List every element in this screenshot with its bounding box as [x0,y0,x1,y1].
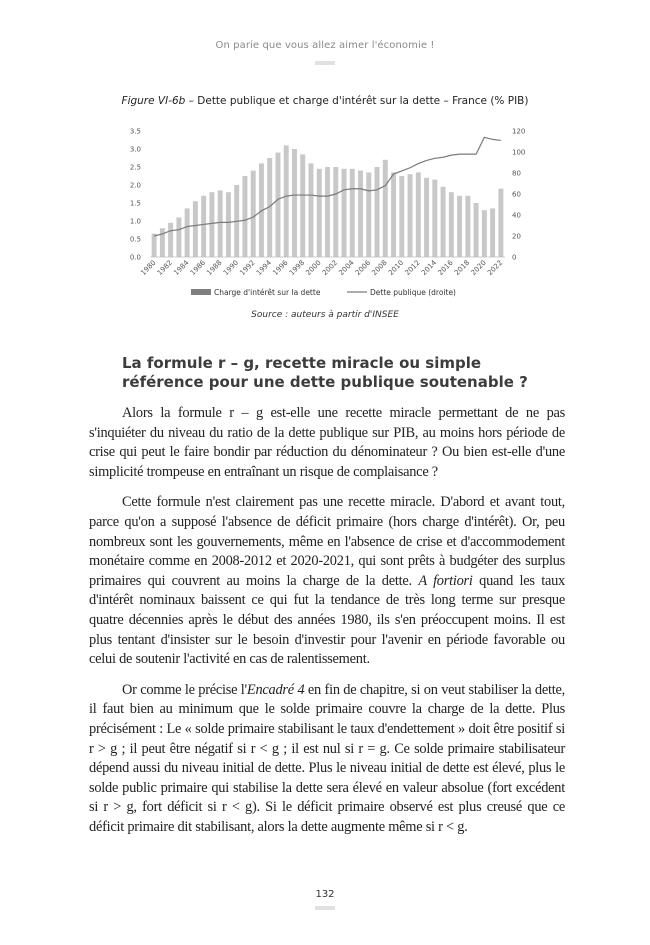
bar-2013 [424,178,429,257]
x-tick-label: 2020 [469,258,488,278]
x-tick-label: 2016 [436,258,455,278]
bar-1980 [152,234,157,257]
bar-2014 [432,180,437,257]
bar-2011 [408,174,413,257]
legend-label-debt: Dette publique (droite) [370,288,456,297]
x-tick-label: 2000 [304,258,323,278]
bar-1989 [226,192,231,257]
y-axis-right [512,128,525,262]
bar-2000 [317,169,322,257]
y-right-tick-label: 0 [512,253,517,262]
bar-1984 [185,208,190,257]
body-text [89,404,565,848]
x-tick-label: 1980 [139,258,158,278]
bar-2012 [416,172,421,257]
bar-1991 [242,176,247,257]
bar-1982 [168,223,173,257]
paragraph-2 [89,493,565,669]
legend-label-interest: Charge d'intérêt sur la dette [214,288,321,297]
x-tick-label: 1994 [254,258,274,278]
y-left-tick-label: 3.0 [129,145,141,154]
y-right-tick-label: 60 [512,190,521,199]
bar-2010 [399,176,404,257]
x-tick-label: 1984 [172,258,191,278]
x-tick-label: 1988 [205,258,224,278]
x-tick-label: 2018 [453,258,472,278]
bars-layer [152,145,504,257]
paragraph-3-emphasis: Encadré 4 [246,681,305,698]
bar-2007 [375,167,380,257]
footer-divider [315,906,335,910]
legend-swatch-interest [191,289,211,295]
bar-1983 [176,217,181,257]
y-left-tick-label: 1.0 [129,217,141,226]
paragraph-1: Alors la formule r – g est-elle une recette miracle permettant de ne pas s'inquiéter du niveau du ratio de la dette publique sur PIB, au moins hors période de crise qui peut le faire bondir par réduction du dénominateur ? Ou bien est-elle d'une simplicité trompeuse en entraînant un risque de complaisance ? [89,405,565,480]
y-left-tick-label: 2.5 [129,163,141,172]
x-axis [139,257,505,277]
y-left-tick-label: 0.5 [129,235,141,244]
figure-number: Figure VI-6b [121,95,186,107]
bar-1992 [251,171,256,257]
bar-1996 [284,145,289,257]
bar-1987 [209,192,214,257]
bar-2021 [490,208,495,257]
bar-2001 [325,167,330,257]
x-tick-label: 2022 [486,258,505,278]
bar-2002 [333,167,338,257]
bar-1985 [193,201,198,257]
page-number: 132 [315,889,335,900]
y-right-tick-label: 20 [512,232,521,241]
bar-1988 [218,190,223,257]
y-right-tick-label: 120 [512,127,526,136]
x-tick-label: 2012 [403,258,422,278]
bar-1981 [160,228,165,257]
x-tick-label: 2008 [370,258,389,278]
y-right-tick-label: 40 [512,211,521,220]
figure-title: – Dette publique et charge d'intérêt sur la dette – France (% PIB) [185,95,529,107]
bar-2015 [441,187,446,257]
x-tick-label: 1990 [221,258,241,278]
running-header: On parie que vous allez aimer l'économie ! [215,40,435,51]
figure-source: Source : auteurs à partir d'INSEE [251,310,399,320]
y-axis-left [130,128,141,262]
bar-2022 [498,189,503,257]
x-tick-label: 2002 [320,258,340,278]
figure-caption [0,95,650,107]
bar-2016 [449,192,454,257]
paragraph-3-part-2: en fin de chapitre, si on veut stabiliser la dette, il faut bien au minimum que le solde primaire couvre la charge de la dette. Plus précisément : Le « solde primaire stabilisant le taux d'endettement » doit être positif si r > g ; il peut être négatif si r < g ; il est nul si r = g. Ce solde primaire stabilisateur dépend aussi du niveau initial de dette. Plus le niveau initial de dette est élevé, plus le solde public primaire qui stabilise la dette sera élevé en valeur absolue (fort excédent si r > g, fort déficit si r < g). Si le déficit primaire observé est plus creusé que ce déficit primaire dit stabilisant, alors la dette augmente même si r < g. [89,681,565,835]
bar-2005 [358,171,363,257]
header-divider [315,61,335,65]
x-tick-label: 1986 [188,258,208,278]
bar-2004 [350,169,355,257]
x-tick-label: 1996 [271,258,290,278]
x-tick-label: 2010 [386,258,406,278]
bar-1999 [309,163,314,257]
y-left-tick-label: 2.0 [129,181,141,190]
bar-2003 [342,169,347,257]
legend [191,288,456,297]
bar-2018 [465,196,470,257]
bar-2006 [366,172,371,257]
paragraph-2-part-1: Cette formule n'est clairement pas une recette miracle. D'abord et avant tout, parce qu'on a supposé l'absence de déficit primaire (hors charge d'intérêt). Or, peu nombreux sont les gouvernements, même en l'absence de crise et d'accommodement monétaire comme en 2008-2012 et 2020-2021, qui sont prêts à budgéter des surplus primaires qui couvrent au moins la charge de la dette. [89,494,565,589]
x-tick-label: 1998 [287,258,307,278]
paragraph-2-part-2: quand les taux d'intérêt nominaux baissent ce qui fut la tendance de très long terme sur presque quatre décennies après le début des années 1980, ils s'en préoccupent moins. Il est plus tentant d'insister sur le besoin d'investir pour l'avenir en période favorable ou celui de soutenir l'activité en cas de ralentissement. [89,572,565,668]
x-tick-label: 2006 [353,258,373,278]
bar-2017 [457,196,462,257]
bar-2019 [474,203,479,257]
bar-2020 [482,210,487,257]
section-title: La formule r – g, recette miracle ou simple référence pour une dette publique soutenable ? [122,354,528,391]
paragraph-3-part-1: Or comme le précise l' [122,681,247,698]
y-left-tick-label: 1.5 [129,199,141,208]
x-tick-label: 2004 [337,258,356,278]
x-tick-label: 1992 [238,258,257,278]
debt-interest-chart [0,118,650,308]
bar-1995 [275,153,280,257]
y-right-tick-label: 80 [512,169,521,178]
y-left-tick-label: 0.0 [129,253,141,262]
x-tick-label: 1982 [155,258,175,278]
y-left-tick-label: 3.5 [129,127,141,136]
x-tick-label: 2014 [419,258,439,278]
bar-2009 [391,172,396,257]
y-right-tick-label: 100 [512,148,526,157]
bar-1998 [300,154,305,257]
paragraph-2-emphasis: A fortiori [418,572,473,589]
bar-2008 [383,160,388,257]
bar-1986 [201,196,206,257]
bar-1997 [292,149,297,257]
paragraph-3 [89,681,565,838]
